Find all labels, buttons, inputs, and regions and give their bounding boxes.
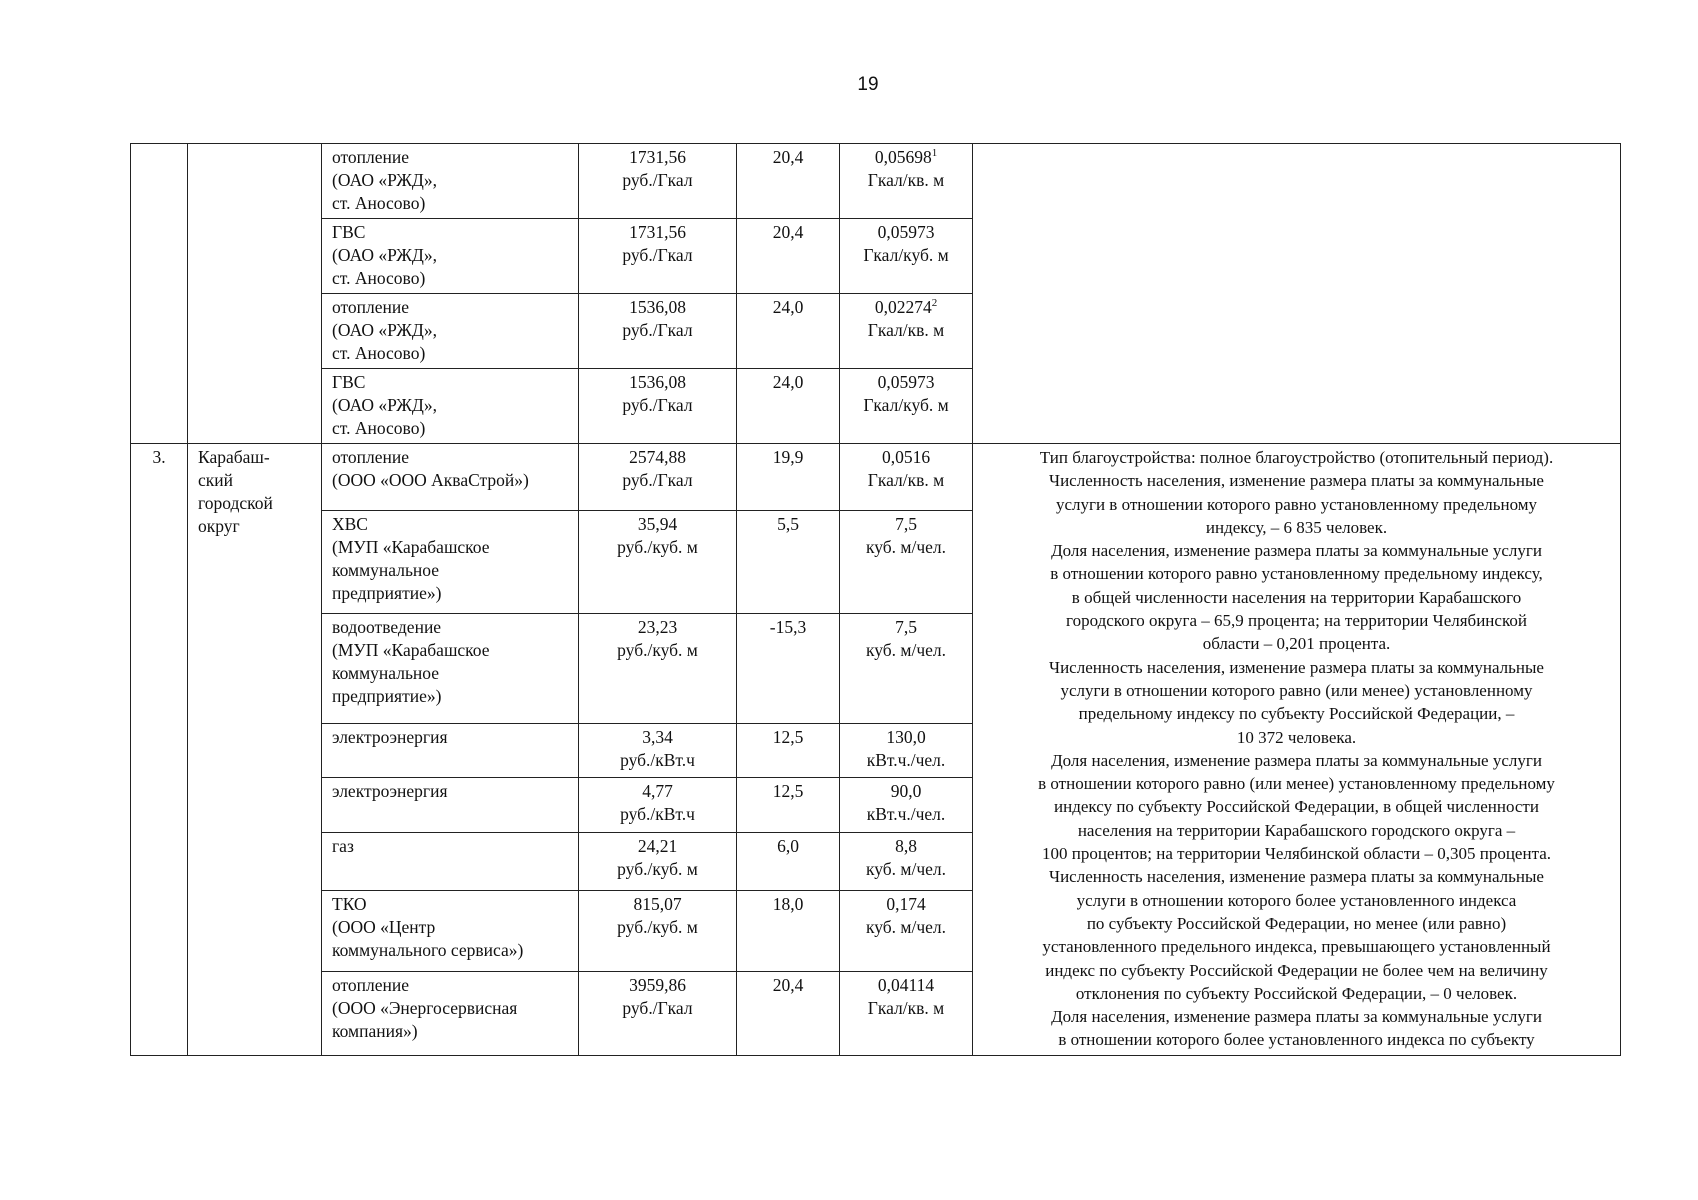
norm-cell: [840, 294, 973, 369]
tariff-line: 3959,86: [629, 975, 686, 996]
note-line: установленного предельного индекса, превышающего установленный: [1042, 937, 1551, 957]
norm-unit: Гкал/куб. м: [863, 245, 949, 265]
service-cell: [322, 891, 579, 972]
norm-line: 7,5: [895, 616, 917, 637]
tariff-line: 4,77: [642, 781, 673, 802]
tariff-cell: [579, 444, 737, 511]
norm-cell: [840, 144, 973, 219]
tariff-line: руб./Гкал: [622, 395, 693, 415]
index-cell: 24,0: [737, 294, 840, 369]
index-cell: 12,5: [737, 778, 840, 832]
footnote-mark: 2: [931, 297, 938, 309]
tariff-cell: [579, 972, 737, 1055]
tariff-line: 24,21: [637, 835, 678, 856]
service-cell: [322, 294, 579, 369]
municipality-line: городской: [198, 493, 273, 513]
index-cell: 20,4: [737, 144, 840, 219]
service-line: ХВС: [332, 513, 368, 534]
tariff-cell: [579, 613, 737, 723]
note-line: Доля населения, изменение размера платы за коммунальные услуги: [1051, 1007, 1542, 1027]
service-line: ст. Аносово): [332, 418, 426, 438]
tariff-cell: [579, 510, 737, 613]
norm-cell: [840, 219, 973, 294]
service-line: (ООО «Центр: [332, 917, 436, 938]
service-line: коммунальное: [332, 662, 440, 683]
table-row: [131, 444, 1621, 511]
row-number: 3.: [131, 444, 188, 1056]
index-cell: -15,3: [737, 613, 840, 723]
table-row: [131, 144, 1621, 219]
tariff-table: [130, 143, 1621, 1056]
service-line: водоотведение: [332, 616, 442, 637]
note-line: Доля населения, изменение размера платы за коммунальные услуги: [1051, 750, 1542, 770]
tariff-line: руб./Гкал: [622, 320, 693, 340]
tariff-line: руб./Гкал: [622, 998, 693, 1019]
service-line: (ОАО «РЖД»,: [332, 245, 437, 265]
tariff-line: руб./куб. м: [617, 858, 698, 879]
note-line: услуги в отношении которого более установленного индекса: [1076, 890, 1517, 910]
service-line: ГВС: [332, 222, 366, 242]
tariff-cell: [579, 144, 737, 219]
tariff-line: руб./Гкал: [622, 170, 693, 190]
note-line: предельному индексу по субъекту Российской Федерации, –: [1078, 704, 1515, 724]
service-line: коммунального сервиса»): [332, 940, 524, 961]
norm-unit: Гкал/кв. м: [867, 170, 945, 190]
service-cell: [322, 724, 579, 778]
tariff-line: 3,34: [642, 727, 673, 748]
norm-cell: [840, 369, 973, 444]
norm-cell: [840, 444, 973, 511]
note-line: области – 0,201 процента.: [1202, 634, 1391, 654]
service-cell: [322, 778, 579, 832]
norm-line: Гкал/кв. м: [867, 470, 945, 490]
note-line: в отношении которого равно (или менее) установленному предельному: [1038, 774, 1555, 794]
tariff-line: 1536,08: [629, 372, 686, 392]
norm-value: 0,05973: [877, 372, 935, 392]
tariff-line: 2574,88: [629, 447, 686, 467]
service-line: (ОАО «РЖД»,: [332, 170, 437, 190]
norm-line: куб. м/чел.: [865, 639, 947, 660]
note-line: Численность населения, изменение размера платы за коммунальные: [1049, 471, 1544, 491]
service-line: ТКО: [332, 894, 367, 915]
norm-cell: [840, 832, 973, 890]
note-line: по субъекту Российской Федерации, но менее (или равно): [1086, 913, 1507, 933]
tariff-cell: [579, 369, 737, 444]
service-line: компания»): [332, 1021, 418, 1042]
service-cell: [322, 972, 579, 1055]
service-line: (МУП «Карабашское: [332, 536, 490, 557]
service-line: (ОАО «РЖД»,: [332, 395, 437, 415]
service-line: отопление: [332, 297, 410, 317]
note-line: в отношении которого равно установленному предельному индексу,: [1050, 564, 1543, 584]
service-line: ГВС: [332, 372, 366, 392]
norm-cell: [840, 724, 973, 778]
service-cell: [322, 369, 579, 444]
norm-line: 0,174: [886, 894, 926, 915]
footnote-mark: 1: [931, 147, 938, 159]
service-line: (ООО «Энергосервисная: [332, 998, 518, 1019]
tariff-line: 1536,08: [629, 297, 686, 317]
service-cell: [322, 444, 579, 511]
norm-value: 0,02274$^2$: [874, 297, 938, 317]
service-cell: [322, 144, 579, 219]
norm-line: 130,0: [886, 727, 926, 748]
page-number: 19: [857, 74, 879, 95]
service-line: (ООО «ООО АкваСтрой»): [332, 470, 529, 490]
norm-line: 8,8: [895, 835, 917, 856]
note-line: населения на территории Карабашского городского округа –: [1077, 820, 1516, 840]
tariff-line: руб./куб. м: [617, 536, 698, 557]
norm-line: 7,5: [895, 513, 917, 534]
tariff-cell: [579, 219, 737, 294]
service-line: электроэнергия: [332, 727, 448, 748]
note-line: Численность населения, изменение размера платы за коммунальные: [1049, 867, 1544, 887]
population-note: [973, 444, 1621, 1056]
norm-unit: Гкал/кв. м: [867, 320, 945, 340]
norm-cell: [840, 613, 973, 723]
norm-cell: [840, 972, 973, 1055]
tariff-line: руб./куб. м: [617, 917, 698, 938]
note-line: Тип благоустройства: полное благоустройство (отопительный период).: [1039, 448, 1554, 467]
note-line: 100 процентов; на территории Челябинской области – 0,305 процента.: [1041, 844, 1552, 864]
note-line: индексу по субъекту Российской Федерации, в общей численности: [1054, 797, 1539, 817]
service-line: ст. Аносово): [332, 343, 426, 363]
tariff-cell: [579, 778, 737, 832]
tariff-line: руб./Гкал: [622, 470, 693, 490]
tariff-line: 35,94: [637, 513, 678, 534]
norm-line: куб. м/чел.: [865, 858, 947, 879]
service-line: отопление: [332, 975, 410, 996]
note-line: городского округа – 65,9 процента; на территории Челябинской: [1066, 611, 1527, 631]
tariff-line: руб./куб. м: [617, 639, 698, 660]
tariff-line: руб./Гкал: [622, 245, 693, 265]
tariff-line: 1731,56: [629, 147, 686, 167]
norm-line: 0,04114: [877, 975, 935, 996]
note-line: в отношении которого более установленного индекса по субъекту: [1058, 1030, 1535, 1050]
norm-line: 90,0: [890, 781, 922, 802]
service-line: газ: [332, 835, 354, 856]
service-line: предприятие»): [332, 685, 442, 706]
note-line: отклонения по субъекту Российской Федерации, – 0 человек.: [1075, 983, 1518, 1003]
note-line: Численность населения, изменение размера платы за коммунальные: [1049, 657, 1544, 677]
service-cell: [322, 219, 579, 294]
tariff-line: руб./кВт.ч: [620, 750, 695, 771]
norm-line: кВт.ч./чел.: [866, 750, 946, 771]
note-line: Доля населения, изменение размера платы за коммунальные услуги: [1051, 541, 1542, 561]
municipality-cell: [188, 444, 322, 1056]
service-cell: [322, 510, 579, 613]
municipality-line: ский: [198, 470, 233, 490]
service-cell: [322, 832, 579, 890]
note-line: в общей численности населения на территории Карабашского: [1071, 587, 1522, 607]
service-line: отопление: [332, 147, 410, 167]
index-cell: 18,0: [737, 891, 840, 972]
service-line: (ОАО «РЖД»,: [332, 320, 437, 340]
service-line: электроэнергия: [332, 781, 448, 802]
index-cell: 19,9: [737, 444, 840, 511]
norm-line: куб. м/чел.: [865, 536, 947, 557]
tariff-line: 1731,56: [629, 222, 686, 242]
norm-line: 0,0516: [881, 447, 931, 467]
municipality-line: округ: [198, 516, 240, 536]
tariff-cell: [579, 832, 737, 890]
index-cell: 12,5: [737, 724, 840, 778]
norm-cell: [840, 510, 973, 613]
note-line: индекс по субъекту Российской Федерации не более чем на величину: [1045, 960, 1548, 980]
index-cell: 24,0: [737, 369, 840, 444]
norm-line: куб. м/чел.: [865, 917, 947, 938]
note-line: услуги в отношении которого равно (или менее) установленному: [1060, 680, 1533, 700]
tariff-line: руб./кВт.ч: [620, 804, 695, 825]
service-line: (МУП «Карабашское: [332, 639, 490, 660]
service-cell: [322, 613, 579, 723]
norm-cell: [840, 891, 973, 972]
municipality-cell: [188, 144, 322, 444]
index-cell: 20,4: [737, 219, 840, 294]
municipality-line: Карабаш-: [198, 447, 270, 467]
service-line: отопление: [332, 447, 410, 467]
service-line: коммунальное: [332, 559, 440, 580]
number-cell: [131, 144, 188, 444]
norm-line: кВт.ч./чел.: [866, 804, 946, 825]
norm-line: Гкал/кв. м: [867, 998, 945, 1019]
norm-unit: Гкал/куб. м: [863, 395, 949, 415]
service-line: ст. Аносово): [332, 268, 426, 288]
note-line: индексу, – 6 835 человек.: [1205, 517, 1388, 537]
norm-value: 0,05698$^1$: [874, 147, 938, 167]
tariff-cell: [579, 724, 737, 778]
tariff-line: 23,23: [637, 616, 678, 637]
note-cell-empty: [973, 144, 1621, 444]
note-line: 10 372 человека.: [1236, 727, 1357, 747]
tariff-cell: [579, 294, 737, 369]
index-cell: 5,5: [737, 510, 840, 613]
norm-value: 0,05973: [877, 222, 935, 242]
index-cell: 20,4: [737, 972, 840, 1055]
service-line: предприятие»): [332, 582, 442, 603]
note-line: услуги в отношении которого равно установленному предельному: [1055, 494, 1538, 514]
service-line: ст. Аносово): [332, 193, 426, 213]
index-cell: 6,0: [737, 832, 840, 890]
norm-cell: [840, 778, 973, 832]
tariff-cell: [579, 891, 737, 972]
tariff-line: 815,07: [633, 894, 682, 915]
